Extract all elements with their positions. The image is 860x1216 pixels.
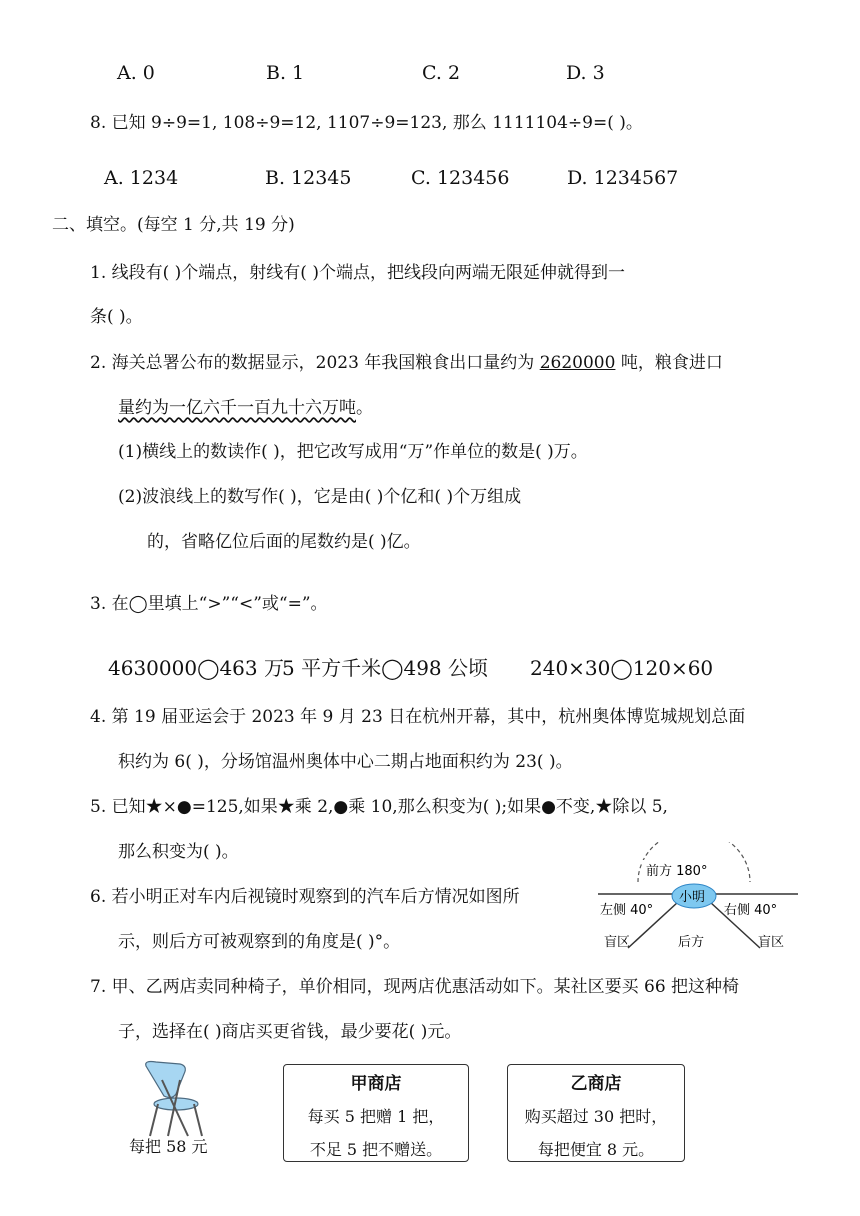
fill-2-text: 。	[356, 398, 373, 418]
section-title: 二、填空。(每空 1 分,共 19 分)	[52, 215, 295, 235]
rear-view-diagram	[598, 842, 798, 952]
blind-left-label: 盲区	[604, 935, 631, 950]
back-label: 后方	[678, 935, 705, 950]
fill-1-line-1: 1. 线段有( )个端点，射线有( )个端点，把线段向两端无限延伸就得到一	[90, 263, 625, 283]
front-label: 前方 180°	[646, 864, 708, 879]
compare-item: 5 平方千米◯498 公顷	[282, 656, 488, 680]
compare-item: 240×30◯120×60	[530, 656, 714, 680]
option-c: C. 123456	[411, 167, 510, 189]
option-a: A. 1234	[104, 167, 179, 189]
fill-2-text: 2. 海关总署公布的数据显示，2023 年我国粮食出口量约为	[90, 353, 540, 373]
fill-7-line-1: 7. 甲、乙两店卖同种椅子，单价相同，现两店优惠活动如下。某社区要买 66 把这种椅	[90, 977, 740, 997]
fill-7-line-2: 子，选择在( )商店买更省钱，最少要花( )元。	[118, 1022, 462, 1042]
fill-5-line-2: 那么积变为( )。	[118, 842, 239, 862]
shop-a-box	[283, 1064, 469, 1162]
shop-a-line-1: 每买 5 把赠 1 把，	[307, 1107, 445, 1126]
shop-b-line-2: 每把便宜 8 元。	[537, 1140, 655, 1159]
shop-a-line-2: 不足 5 把不赠送。	[309, 1140, 443, 1159]
shop-b-line-1: 购买超过 30 把时，	[524, 1107, 668, 1126]
option-b: B. 12345	[265, 167, 352, 189]
fill-6-line-1: 6. 若小明正对车内后视镜时观察到的汽车后方情况如图所	[90, 887, 520, 907]
fill-2-sub-1: (1)横线上的数读作( )，把它改写成用“万”作单位的数是( )万。	[118, 442, 588, 462]
fill-2-sub-2-line-1: (2)波浪线上的数写作( )，它是由( )个亿和( )个万组成	[118, 487, 522, 507]
option-b: B. 1	[266, 62, 305, 84]
blind-right-label: 盲区	[758, 935, 785, 950]
option-d: D. 1234567	[567, 167, 679, 189]
fill-2-sub-2-line-2: 的，省略亿位后面的尾数约是( )亿。	[147, 532, 421, 552]
left-label: 左侧 40°	[600, 903, 654, 918]
fill-4-line-2: 积约为 6( )，分场馆温州奥体中心二期占地面积约为 23( )。	[118, 752, 573, 772]
right-label: 右侧 40°	[724, 903, 778, 918]
fill-6-line-2: 示，则后方可被观察到的角度是( )°。	[118, 932, 401, 952]
fill-5-line-1: 5. 已知★×●=125,如果★乘 2,●乘 10,那么积变为( );如果●不变,★除以 5,	[90, 797, 668, 817]
compare-item: 4630000◯463 万	[108, 656, 284, 680]
question-8-stem: 8. 已知 9÷9=1, 108÷9=12, 1107÷9=123, 那么 1111104÷9=( )。	[90, 113, 643, 133]
shop-b-box	[507, 1064, 685, 1162]
option-c: C. 2	[422, 62, 461, 84]
shop-b-title: 乙商店	[570, 1074, 622, 1094]
fill-1-line-2: 条( )。	[90, 307, 143, 327]
option-d: D. 3	[566, 62, 605, 84]
center-label: 小明	[679, 890, 706, 905]
shop-a-title: 甲商店	[350, 1074, 402, 1094]
option-a: A. 0	[117, 62, 155, 84]
price-caption: 每把 58 元	[129, 1137, 208, 1156]
chair-illustration	[138, 1060, 218, 1140]
underlined-number: 2620000	[539, 353, 616, 373]
wavy-underlined-text: 量约为一亿六千一百九十六万吨	[118, 398, 356, 418]
fill-4-line-1: 4. 第 19 届亚运会于 2023 年 9 月 23 日在杭州开幕，其中，杭州奥体博览城规划总面	[90, 707, 746, 727]
fill-2-text: 吨，粮食进口	[615, 353, 723, 373]
chair-back	[146, 1062, 186, 1098]
fill-2-line-1	[90, 352, 723, 374]
fill-3-stem: 3. 在◯里填上“>”“<”或“=”。	[90, 594, 328, 614]
fill-2-line-2	[118, 397, 373, 419]
